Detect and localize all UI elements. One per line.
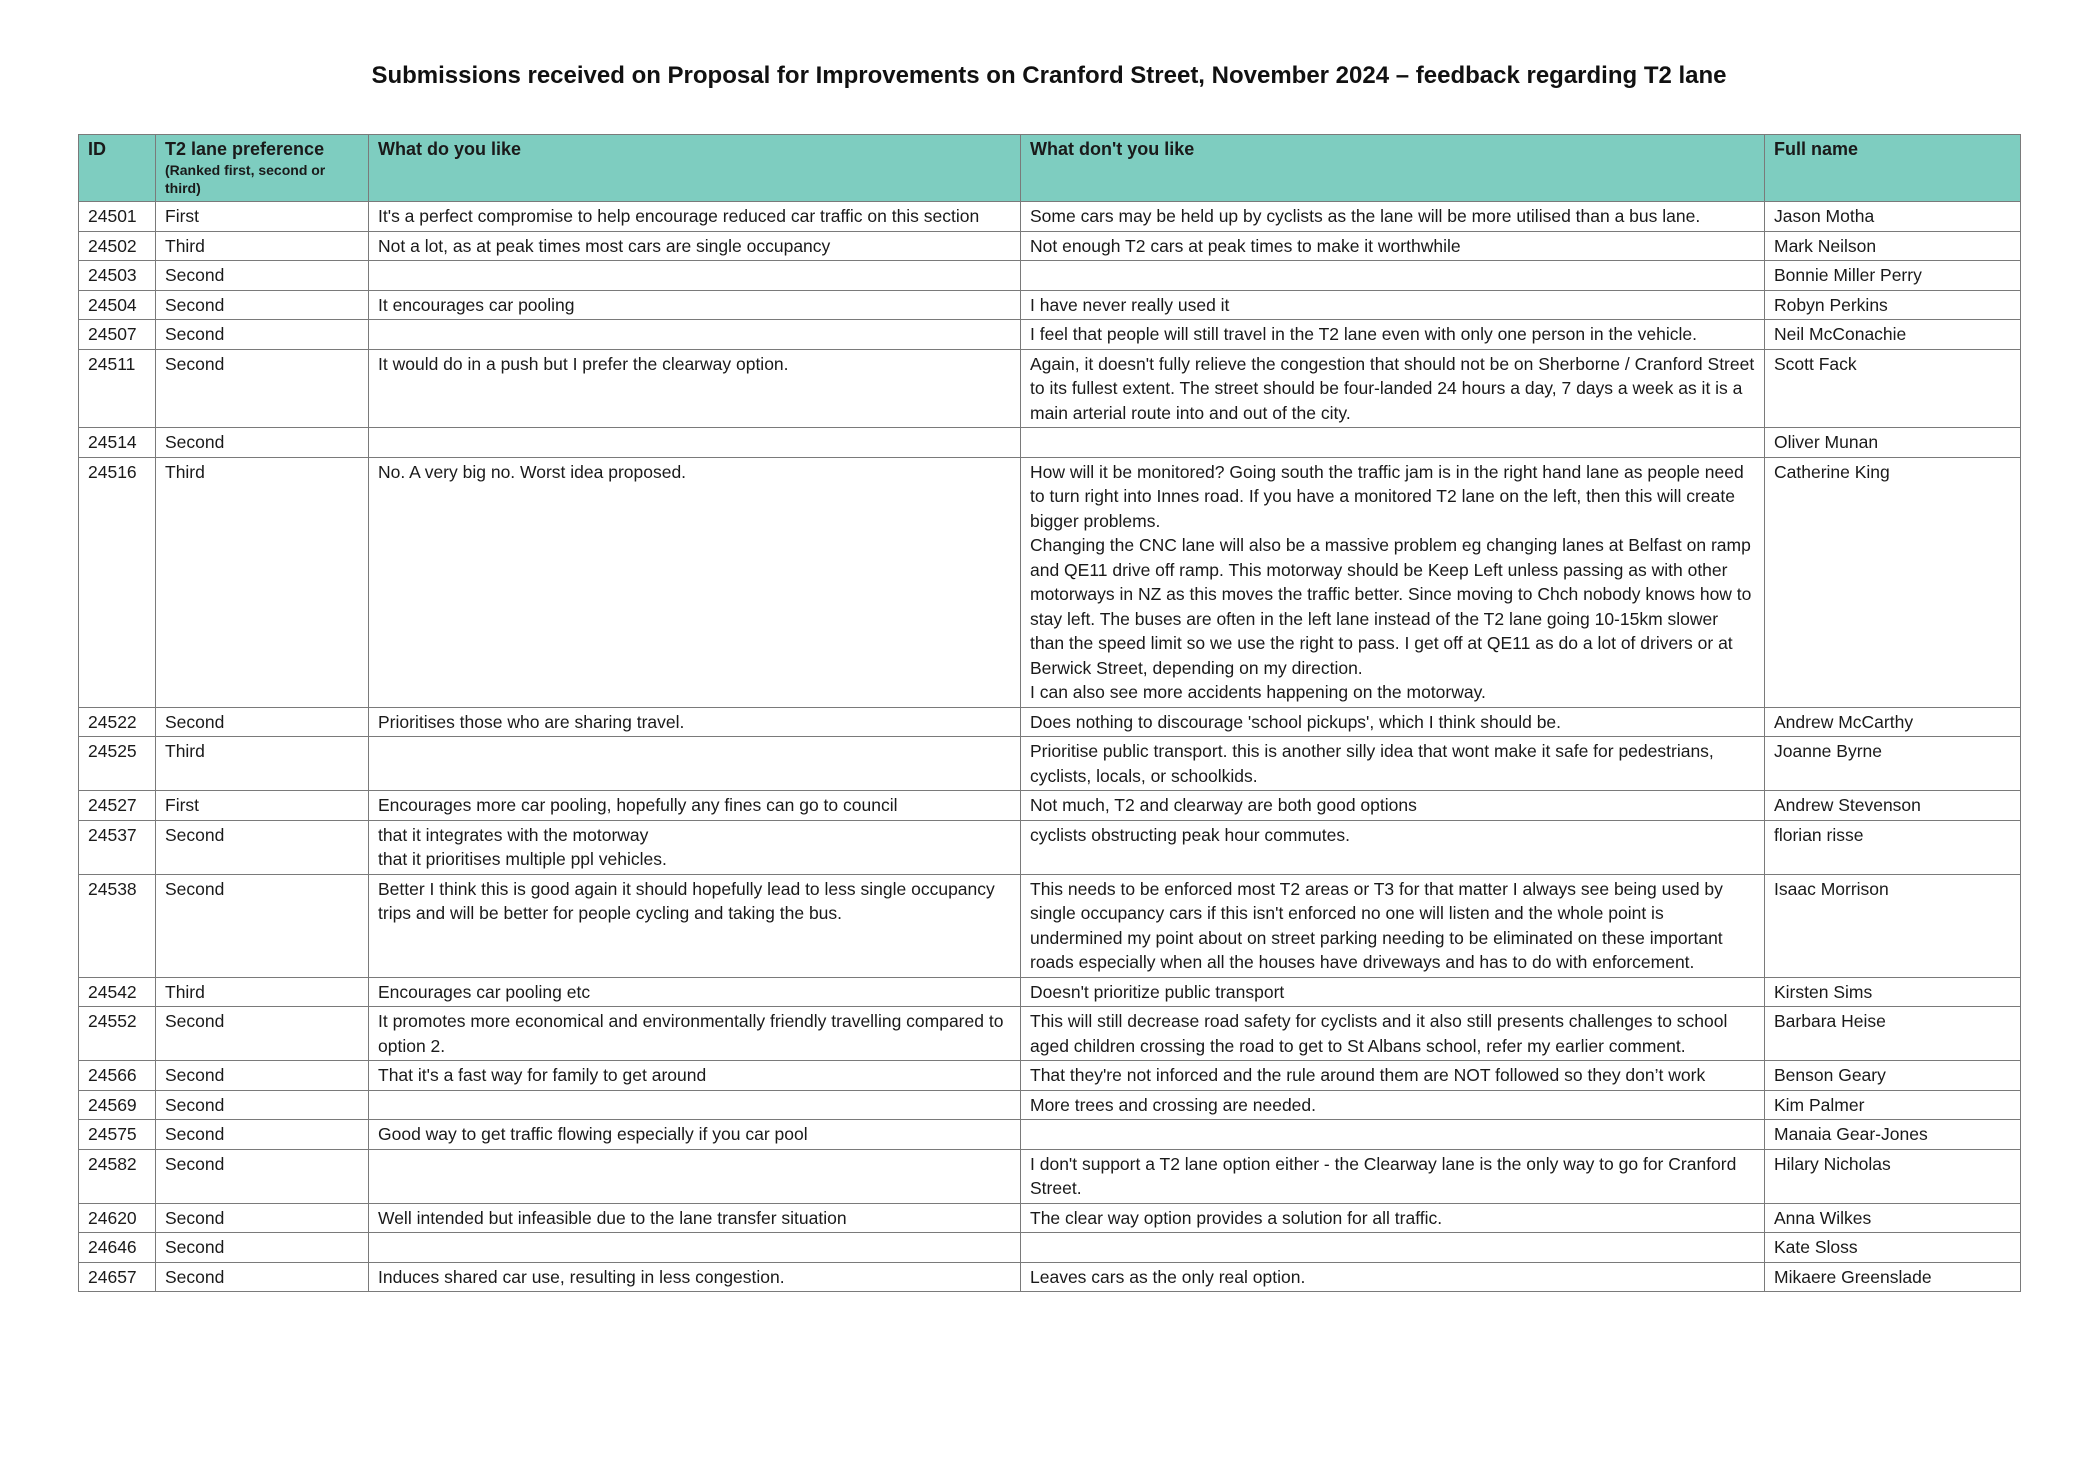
cell-like <box>369 320 1021 350</box>
cell-like-text: Good way to get traffic flowing especially if you car pool <box>378 1124 808 1144</box>
cell-preference: First <box>156 791 369 821</box>
table-row <box>79 1149 2021 1203</box>
cell-preference: Second <box>156 1007 369 1061</box>
cell-dislike <box>1021 1007 1765 1061</box>
cell-preference: Second <box>156 428 369 458</box>
cell-like <box>369 290 1021 320</box>
table-row <box>79 1262 2021 1292</box>
cell-dislike <box>1021 1120 1765 1150</box>
cell-like-text: It's a perfect compromise to help encourage reduced car traffic on this section <box>378 206 980 226</box>
table-row <box>79 231 2021 261</box>
cell-dislike <box>1021 290 1765 320</box>
cell-like-text: It encourages car pooling <box>378 294 575 315</box>
cell-full-name: Andrew McCarthy <box>1765 707 2021 737</box>
cell-like <box>369 1061 1021 1091</box>
cell-preference: Second <box>156 1090 369 1120</box>
cell-dislike <box>1021 791 1765 821</box>
cell-like <box>369 428 1021 458</box>
table-row <box>79 737 2021 791</box>
cell-id: 24501 <box>79 202 156 232</box>
cell-dislike-text: This will still decrease road safety for cyclists and it also still presents challenges to school aged children crossing the road to get to St Albans school, refer my earlier comment. <box>1030 1011 1728 1056</box>
cell-id: 24620 <box>79 1203 156 1233</box>
cell-dislike <box>1021 457 1765 707</box>
cell-dislike-text: That they're not inforced and the rule around them are NOT followed so they don’t work <box>1030 1065 1706 1085</box>
column-header-preference-note: (Ranked first, second or third) <box>165 162 326 196</box>
cell-dislike-text: Prioritise public transport. this is another silly idea that wont make it safe for pedestrians, cyclists, locals, or schoolkids. <box>1030 741 1714 786</box>
table-row <box>79 428 2021 458</box>
table-row <box>79 1120 2021 1150</box>
column-header-like: What do you like <box>369 135 1021 202</box>
cell-like <box>369 1203 1021 1233</box>
cell-dislike-text: I have never really used it <box>1030 294 1230 315</box>
cell-dislike-text: Doesn't prioritize public transport <box>1030 981 1285 1002</box>
cell-dislike-text: How will it be monitored? Going south the traffic jam is in the right hand lane as people need to turn right into Innes road. If you have a monitored T2 lane on the left, then this will create bigger problems. <box>1030 461 1744 531</box>
cell-dislike <box>1021 1061 1765 1091</box>
cell-like-text: It would do in a push but I prefer the clearway option. <box>378 353 789 374</box>
cell-full-name: Mark Neilson <box>1765 231 2021 261</box>
cell-dislike-text: Again, it doesn't fully relieve the congestion that should not be on Sherborne / Cranford Street to its fullest extent. The street should be four-landed 24 hours a day, 7 days a week as it is a main arterial route into and out of the city. <box>1030 353 1755 423</box>
cell-dislike-text: The clear way option provides a solution for all traffic. <box>1030 1207 1443 1228</box>
cell-like <box>369 202 1021 232</box>
cell-preference: Second <box>156 874 369 977</box>
cell-id: 24522 <box>79 707 156 737</box>
cell-full-name: Kim Palmer <box>1765 1090 2021 1120</box>
submissions-table <box>78 134 2021 1292</box>
column-header-id: ID <box>79 135 156 202</box>
cell-like-text: that it prioritises multiple ppl vehicles. <box>378 849 667 869</box>
cell-preference: Third <box>156 231 369 261</box>
cell-preference: Third <box>156 977 369 1007</box>
cell-full-name: Hilary Nicholas <box>1765 1149 2021 1203</box>
cell-id: 24538 <box>79 874 156 977</box>
cell-full-name: Jason Motha <box>1765 202 2021 232</box>
cell-like <box>369 1007 1021 1061</box>
table-row <box>79 320 2021 350</box>
cell-dislike <box>1021 1262 1765 1292</box>
cell-id: 24552 <box>79 1007 156 1061</box>
cell-like-text: Not a lot, as at peak times most cars are single occupancy <box>378 235 831 256</box>
cell-dislike-text: Not enough T2 cars at peak times to make it worthwhile <box>1030 235 1461 256</box>
cell-full-name: Benson Geary <box>1765 1061 2021 1091</box>
cell-dislike-text: Not much, T2 and clearway are both good options <box>1030 795 1417 815</box>
cell-dislike <box>1021 231 1765 261</box>
cell-preference: First <box>156 202 369 232</box>
cell-dislike <box>1021 428 1765 458</box>
cell-id: 24511 <box>79 349 156 428</box>
cell-like-text: It promotes more economical and environmentally friendly travelling compared to option 2. <box>378 1011 1004 1056</box>
cell-like-text: No. A very big no. Worst idea proposed. <box>378 461 687 482</box>
cell-full-name: Andrew Stevenson <box>1765 791 2021 821</box>
cell-preference: Second <box>156 290 369 320</box>
cell-preference: Second <box>156 1203 369 1233</box>
page-title: Submissions received on Proposal for Improvements on Cranford Street, November 2024 – feedback regarding T2 lane <box>371 62 1727 89</box>
cell-full-name: Barbara Heise <box>1765 1007 2021 1061</box>
cell-dislike <box>1021 320 1765 350</box>
cell-dislike-text: I don't support a T2 lane option either - the Clearway lane is the only way to go for Cranford Street. <box>1030 1153 1737 1198</box>
table-row <box>79 707 2021 737</box>
cell-dislike-text: Leaves cars as the only real option. <box>1030 1266 1306 1287</box>
cell-id: 24516 <box>79 457 156 707</box>
cell-like-text: Prioritises those who are sharing travel. <box>378 711 685 732</box>
cell-like <box>369 231 1021 261</box>
column-header-preference <box>156 135 369 202</box>
cell-preference: Second <box>156 261 369 291</box>
table-row <box>79 1233 2021 1263</box>
cell-id: 24575 <box>79 1120 156 1150</box>
cell-dislike <box>1021 1149 1765 1203</box>
cell-dislike-text: I can also see more accidents happening on the motorway. <box>1030 682 1486 702</box>
cell-dislike <box>1021 977 1765 1007</box>
cell-full-name: Oliver Munan <box>1765 428 2021 458</box>
cell-dislike-text: cyclists obstructing peak hour commutes. <box>1030 824 1350 845</box>
column-header-full-name: Full name <box>1765 135 2021 202</box>
cell-full-name: Bonnie Miller Perry <box>1765 261 2021 291</box>
cell-like <box>369 1233 1021 1263</box>
cell-like <box>369 820 1021 874</box>
cell-dislike-text: Changing the CNC lane will also be a massive problem eg changing lanes at Belfast on ramp and QE11 drive off ramp. This motorway should be Keep Left unless passing as with other motorways in NZ as this moves the traffic better. Since moving to Chch nobody knows how to stay left. The buses are often in the left lane instead of the T2 lane going 10-15km slower than the speed limit so we use the right to pass. I get off at QE11 as do a lot of drivers or at Berwick Street, depending on my direction. <box>1030 535 1752 678</box>
cell-preference: Second <box>156 1061 369 1091</box>
table-row <box>79 349 2021 428</box>
cell-like-text: Well intended but infeasible due to the lane transfer situation <box>378 1207 847 1228</box>
cell-dislike <box>1021 261 1765 291</box>
cell-id: 24502 <box>79 231 156 261</box>
cell-full-name: Robyn Perkins <box>1765 290 2021 320</box>
cell-id: 24503 <box>79 261 156 291</box>
table-row <box>79 202 2021 232</box>
cell-dislike <box>1021 874 1765 977</box>
cell-full-name: Manaia Gear-Jones <box>1765 1120 2021 1150</box>
cell-full-name: Scott Fack <box>1765 349 2021 428</box>
cell-preference: Second <box>156 1120 369 1150</box>
column-header-preference-label: T2 lane preference <box>165 139 325 159</box>
cell-id: 24504 <box>79 290 156 320</box>
cell-preference: Second <box>156 1262 369 1292</box>
cell-full-name: Neil McConachie <box>1765 320 2021 350</box>
table-row <box>79 874 2021 977</box>
cell-dislike-text: Does nothing to discourage 'school pickups', which I think should be. <box>1030 711 1562 732</box>
cell-dislike <box>1021 707 1765 737</box>
column-header-dislike: What don't you like <box>1021 135 1765 202</box>
cell-like-text: Encourages more car pooling, hopefully any fines can go to council <box>378 795 898 815</box>
cell-preference: Second <box>156 820 369 874</box>
table-row <box>79 791 2021 821</box>
cell-like-text: That it's a fast way for family to get around <box>378 1065 707 1085</box>
cell-full-name: Catherine King <box>1765 457 2021 707</box>
table-row <box>79 1090 2021 1120</box>
cell-like <box>369 791 1021 821</box>
cell-like-text: Induces shared car use, resulting in less congestion. <box>378 1266 785 1287</box>
cell-full-name: Kate Sloss <box>1765 1233 2021 1263</box>
cell-like <box>369 1149 1021 1203</box>
cell-preference: Second <box>156 1233 369 1263</box>
table-row <box>79 290 2021 320</box>
table-row <box>79 1203 2021 1233</box>
cell-full-name: Mikaere Greenslade <box>1765 1262 2021 1292</box>
table-row <box>79 457 2021 707</box>
table-row <box>79 820 2021 874</box>
cell-id: 24657 <box>79 1262 156 1292</box>
cell-like <box>369 737 1021 791</box>
cell-dislike-text: I feel that people will still travel in the T2 lane even with only one person in the vehicle. <box>1030 324 1698 344</box>
cell-like <box>369 1120 1021 1150</box>
cell-id: 24566 <box>79 1061 156 1091</box>
cell-dislike <box>1021 1233 1765 1263</box>
cell-full-name: Isaac Morrison <box>1765 874 2021 977</box>
cell-preference: Second <box>156 707 369 737</box>
cell-dislike-text: This needs to be enforced most T2 areas or T3 for that matter I always see being used by single occupancy cars if this isn't enforced no one will listen and the whole point is undermined my point about on street parking needing to be eliminated on these important roads especially when all the houses have driveways and has to do with enforcement. <box>1030 878 1723 972</box>
cell-id: 24537 <box>79 820 156 874</box>
cell-like <box>369 349 1021 428</box>
cell-dislike-text: More trees and crossing are needed. <box>1030 1094 1316 1115</box>
cell-full-name: Joanne Byrne <box>1765 737 2021 791</box>
table-row <box>79 1061 2021 1091</box>
cell-id: 24646 <box>79 1233 156 1263</box>
cell-id: 24542 <box>79 977 156 1007</box>
cell-dislike <box>1021 820 1765 874</box>
cell-dislike <box>1021 202 1765 232</box>
table-body <box>79 202 2021 1292</box>
cell-preference: Third <box>156 457 369 707</box>
cell-like-text: that it integrates with the motorway <box>378 824 649 845</box>
cell-like-text: Encourages car pooling etc <box>378 981 591 1002</box>
cell-id: 24525 <box>79 737 156 791</box>
cell-id: 24514 <box>79 428 156 458</box>
cell-full-name: florian risse <box>1765 820 2021 874</box>
table-row <box>79 261 2021 291</box>
cell-like <box>369 707 1021 737</box>
cell-id: 24582 <box>79 1149 156 1203</box>
cell-preference: Second <box>156 1149 369 1203</box>
cell-id: 24527 <box>79 791 156 821</box>
cell-like-text: Better I think this is good again it should hopefully lead to less single occupancy trips and will be better for people cycling and taking the bus. <box>378 878 995 923</box>
cell-dislike <box>1021 1203 1765 1233</box>
cell-dislike-text: Some cars may be held up by cyclists as the lane will be more utilised than a bus lane. <box>1030 206 1701 226</box>
cell-dislike <box>1021 349 1765 428</box>
table-header-row <box>79 135 2021 202</box>
cell-id: 24569 <box>79 1090 156 1120</box>
cell-like <box>369 261 1021 291</box>
cell-like <box>369 457 1021 707</box>
cell-id: 24507 <box>79 320 156 350</box>
cell-like <box>369 1262 1021 1292</box>
table-row <box>79 977 2021 1007</box>
cell-like <box>369 1090 1021 1120</box>
cell-dislike <box>1021 737 1765 791</box>
cell-preference: Third <box>156 737 369 791</box>
cell-preference: Second <box>156 320 369 350</box>
cell-full-name: Kirsten Sims <box>1765 977 2021 1007</box>
cell-like <box>369 874 1021 977</box>
cell-like <box>369 977 1021 1007</box>
cell-full-name: Anna Wilkes <box>1765 1203 2021 1233</box>
table-row <box>79 1007 2021 1061</box>
cell-preference: Second <box>156 349 369 428</box>
cell-dislike <box>1021 1090 1765 1120</box>
